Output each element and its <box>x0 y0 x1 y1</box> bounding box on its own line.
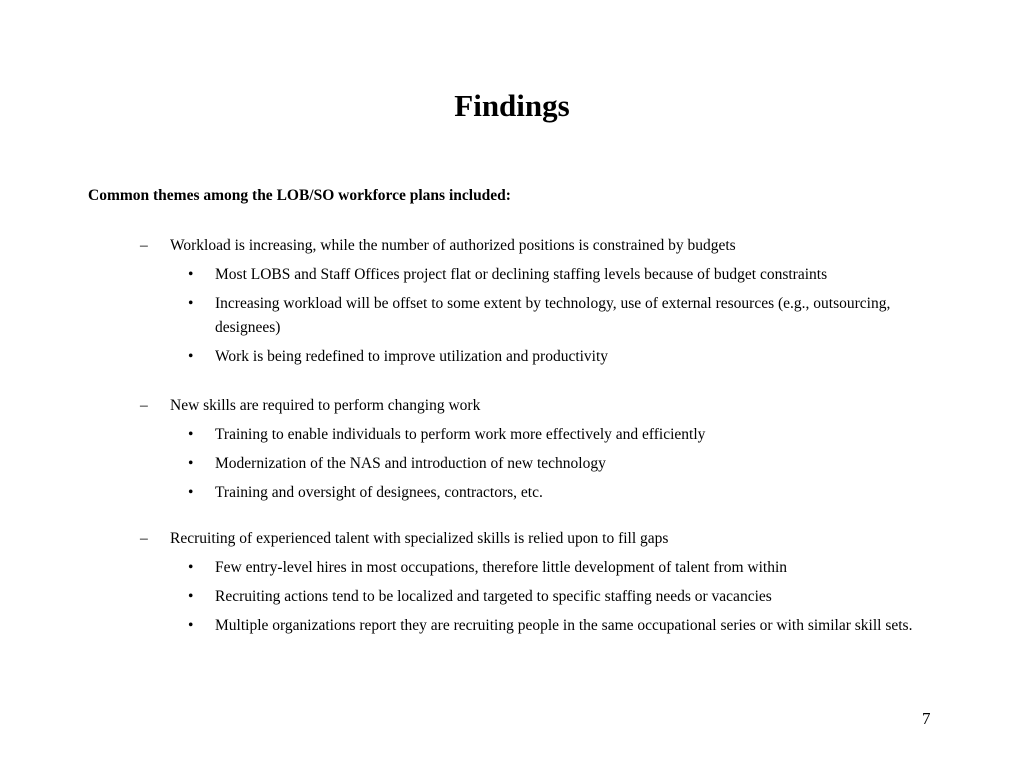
page-number: 7 <box>922 709 931 728</box>
list-item <box>0 481 1024 505</box>
bullet-marker: • <box>188 266 194 283</box>
dash-marker: – <box>140 237 148 254</box>
list-item-text: Training and oversight of designees, contractors, etc. <box>215 484 543 501</box>
section-heading-text: Workload is increasing, while the number of authorized positions is constrained by budgets <box>170 237 736 254</box>
list-item-text: Work is being redefined to improve utilization and productivity <box>215 348 609 365</box>
bullet-marker: • <box>188 426 194 443</box>
section-new-skills <box>0 394 1024 505</box>
list-item-text: Modernization of the NAS and introduction of new technology <box>215 455 606 472</box>
bullet-marker: • <box>188 617 194 634</box>
list-item <box>0 423 1024 447</box>
section-heading <box>0 527 1024 551</box>
bullet-marker: • <box>188 295 194 312</box>
bullet-marker: • <box>188 588 194 605</box>
list-item <box>0 556 1024 580</box>
section-heading-text: Recruiting of experienced talent with specialized skills is relied upon to fill gaps <box>170 530 669 547</box>
list-item <box>0 345 1024 369</box>
intro-text: Common themes among the LOB/SO workforce plans included: <box>88 187 511 204</box>
bullet-marker: • <box>188 559 194 576</box>
section-heading-text: New skills are required to perform changing work <box>170 397 481 414</box>
section-heading <box>0 394 1024 418</box>
bullet-marker: • <box>188 348 194 365</box>
section-heading <box>0 234 1024 258</box>
list-item <box>0 452 1024 476</box>
section-recruiting <box>0 527 1024 638</box>
dash-marker: – <box>140 397 148 414</box>
list-item <box>0 263 1024 287</box>
list-item-text: Increasing workload will be offset to some extent by technology, use of external resources (e.g., outsourcing, designees) <box>215 295 891 336</box>
bullet-marker: • <box>188 455 194 472</box>
list-item-text: Recruiting actions tend to be localized and targeted to specific staffing needs or vacancies <box>215 588 772 605</box>
list-item-text: Training to enable individuals to perform work more effectively and efficiently <box>215 426 706 443</box>
list-item-text: Multiple organizations report they are recruiting people in the same occupational series or with similar skill sets. <box>215 617 913 634</box>
list-item <box>0 614 1024 638</box>
list-item <box>0 585 1024 609</box>
list-item-text: Few entry-level hires in most occupations, therefore little development of talent from within <box>215 559 788 576</box>
dash-marker: – <box>140 530 148 547</box>
bullet-marker: • <box>188 484 194 501</box>
section-workload <box>0 234 1024 369</box>
list-item-text: Most LOBS and Staff Offices project flat or declining staffing levels because of budget constraints <box>215 266 828 283</box>
list-item <box>0 292 1024 340</box>
slide-title: Findings <box>454 88 570 123</box>
